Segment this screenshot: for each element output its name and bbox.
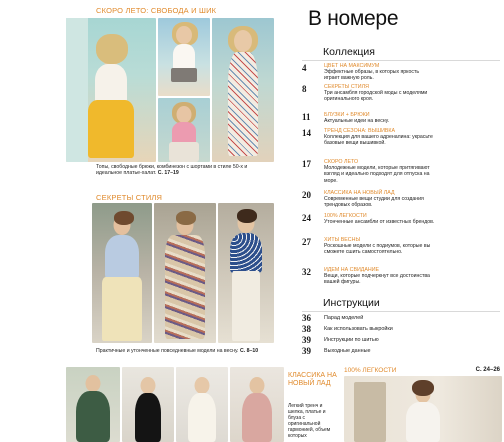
- instr-label: Выходные данные: [324, 348, 371, 354]
- toc-item-desc: Три ансамбля городской моды с моделями оригинального кроя.: [324, 90, 428, 103]
- toc-item-summer[interactable]: [302, 159, 498, 187]
- caption-style-secrets-pages: С. 8–10: [239, 348, 259, 354]
- photo-blazer: [92, 203, 152, 343]
- toc-item-lightness[interactable]: [302, 213, 498, 235]
- toc-page-num: 32: [302, 267, 311, 277]
- instr-item-sewing[interactable]: [302, 335, 498, 345]
- toc-item-spring-hits[interactable]: [302, 237, 498, 265]
- photo-blue-blouse: [218, 203, 274, 343]
- toc-item-desc: Утонченные ансамбли от известных брендов.: [324, 219, 435, 225]
- instructions-heading: Инструкции: [323, 297, 380, 309]
- lightness-header: 100% ЛЕГКОСТИ: [344, 367, 397, 374]
- toc-page-num: 27: [302, 237, 311, 247]
- toc-page-num: 17: [302, 159, 311, 169]
- toc-page-num: 24: [302, 213, 311, 223]
- collection-heading: Коллекция: [323, 46, 375, 58]
- toc-item-desc: Молодежные модели, которые притягивают взгляд и идеально подходят для отпуска на море.: [324, 165, 430, 184]
- toc-page-num: 4: [302, 63, 307, 73]
- caption-summer-pages: С. 17–19: [157, 170, 179, 177]
- section-header-summer: СКОРО ЛЕТО: СВОБОДА И ШИК: [96, 6, 217, 15]
- toc-item-title: СЕКРЕТЫ СТИЛЯ: [324, 84, 369, 90]
- toc-page-num: 14: [302, 128, 311, 138]
- toc-item-title: ЦВЕТ НА МАКСИМУМ: [324, 63, 380, 69]
- instr-page-num: 39: [302, 346, 311, 356]
- toc-item-desc: Актуальные идеи на весну.: [324, 118, 390, 124]
- instr-page-num: 38: [302, 324, 311, 334]
- classic-desc: Легкий тренч и шелка, платье и блуза с оригинальной гармонией, объем которых: [288, 403, 331, 439]
- photo-printed-dress: [212, 18, 274, 162]
- instr-page-num: 39: [302, 335, 311, 345]
- photo-pink-coat: [230, 367, 284, 442]
- photo-shorts: [158, 18, 210, 96]
- page-title: В номере: [308, 7, 399, 30]
- toc-page-num: 20: [302, 190, 311, 200]
- toc-item-style-secrets[interactable]: [302, 84, 498, 108]
- caption-summer: [96, 164, 272, 176]
- caption-style-secrets-text: Практичные и утонченные повседневные модели на весну.: [96, 348, 239, 354]
- toc-item-title: ИДЕМ НА СВИДАНИЕ: [324, 267, 380, 273]
- toc-item-title: БЛУЗКИ + БРЮКИ: [324, 112, 370, 118]
- toc-item-desc: Вещи, которые подчеркнут все достоинства вашей фигуры.: [324, 273, 430, 286]
- photo-lightness: [344, 376, 502, 442]
- section-header-style-secrets: СЕКРЕТЫ СТИЛЯ: [96, 193, 163, 202]
- toc-page-num: 8: [302, 84, 307, 94]
- instr-item-parade[interactable]: [302, 313, 498, 323]
- toc-item-title: ТРЕНД СЕЗОНА: ВЫШИВКА: [324, 128, 396, 134]
- caption-summer-text: Топы, свободные брюки, комбинезон с шортами в стиле 50-х и идеальное платье-халат.: [96, 164, 248, 177]
- toc-item-classic[interactable]: [302, 190, 498, 212]
- toc-item-blouses[interactable]: [302, 112, 498, 126]
- toc-item-date[interactable]: [302, 267, 498, 289]
- toc-item-title: КЛАССИКА НА НОВЫЙ ЛАД: [324, 190, 395, 196]
- toc-item-title: СКОРО ЛЕТО: [324, 159, 359, 165]
- photo-yellow-pants: [66, 18, 156, 162]
- toc-item-title: ХИТЫ ВЕСНЫ: [324, 237, 361, 243]
- toc-item-title: 100% ЛЕГКОСТИ: [324, 213, 367, 219]
- toc-item-desc: Эффектные образы, в которых яркость играет важную роль.: [324, 69, 420, 82]
- caption-style-secrets: [96, 348, 276, 354]
- collection-divider: [302, 60, 500, 61]
- lightness-pages: С. 24–26: [475, 367, 500, 373]
- photo-black-dress: [122, 367, 174, 442]
- toc-item-desc: Современные вещи студии для создания трендовых образов.: [324, 196, 424, 209]
- instr-page-num: 36: [302, 313, 311, 323]
- toc-item-desc: Коллекция для вашего адреналина: украсьте базовые вещи вышивкой.: [324, 134, 433, 147]
- instr-item-imprint[interactable]: [302, 346, 498, 356]
- photo-white-blouse: [176, 367, 228, 442]
- instr-label: Инструкции по шитью: [324, 337, 379, 343]
- photo-pink-top: [158, 98, 210, 162]
- toc-item-color[interactable]: [302, 63, 498, 83]
- photo-kimono: [154, 203, 216, 343]
- toc-item-embroidery[interactable]: [302, 128, 498, 156]
- instr-item-patterns[interactable]: [302, 324, 498, 334]
- instr-label: Парад моделей: [324, 315, 364, 321]
- toc-page-num: 11: [302, 112, 311, 122]
- photo-trench: [66, 367, 120, 442]
- instructions-divider: [302, 311, 500, 312]
- classic-header: КЛАССИКА НА НОВЫЙ ЛАД: [288, 372, 337, 387]
- toc-item-desc: Роскошные модели с подиумов, которые вы сможете сшить самостоятельно.: [324, 243, 431, 256]
- instr-label: Как использовать выкройки: [324, 326, 393, 332]
